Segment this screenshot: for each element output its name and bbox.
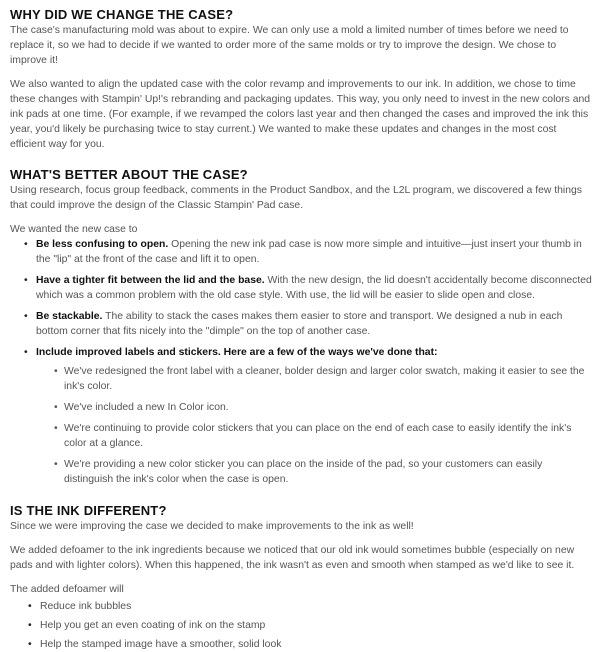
paragraph: We also wanted to align the updated case with the color revamp and improvements to our ink. In addition, we chose to time these changes with Stampin' Up!'s rebranding and packaging updates. This way, you only need to invest in the new colors and ink pads at one time. (For example, if we revamped the colors last year and then changed the cases and improved the ink this year, you'd likely be purchasing twice to stay current.) We wanted to make these updates and changes in the most cost efficient way for you. bbox=[10, 79, 591, 150]
list-item: • Be less confusing to open. Opening the new ink pad case is now more simple and intuitive—just insert your thumb in the "lip" at the front of the case and lift it to open. bbox=[36, 237, 593, 267]
paragraph: Since we were improving the case we decided to make improvements to the ink as well! bbox=[10, 521, 414, 532]
sub-list-item: • We're providing a new color sticker you can place on the inside of the pad, so your customers can easily distinguish the ink's color when the case is open. bbox=[64, 457, 593, 487]
paragraph: We added defoamer to the ink ingredients because we noticed that our old ink would sometimes bubble (especially on new pads and with lighter colors). When this happened, the ink wasn't as even and smooth when stamped as we'd like to see it. bbox=[10, 545, 575, 571]
sub-list-item: • We've included a new In Color icon. bbox=[64, 400, 593, 415]
defoamer-benefits-list bbox=[10, 599, 593, 652]
section-heading-ink: IS THE INK DIFFERENT? bbox=[10, 503, 167, 518]
sub-list-item: • We've redesigned the front label with a cleaner, bolder design and larger color swatch, making it easier to see the ink's color. bbox=[64, 364, 593, 394]
paragraph: The case's manufacturing mold was about to expire. We can only use a mold a limited number of times before we need to replace it, so we had to decide if we wanted to order more of the same molds or try to improve the design. We chose to improve it! bbox=[10, 25, 569, 66]
list-item: • Be stackable. The ability to stack the cases makes them easier to store and transport. We designed a nub in each bottom corner that fits nicely into the "dimple" on the top of another case. bbox=[36, 309, 593, 339]
list-item: • Help the stamped image have a smoother, solid look bbox=[40, 637, 593, 652]
section-heading-whats-better: WHAT'S BETTER ABOUT THE CASE? bbox=[10, 167, 248, 182]
sub-list-item: • We're continuing to provide color stickers that you can place on the end of each case to easily identify the ink's color at a glance. bbox=[64, 421, 593, 451]
list-item: • Have a tighter fit between the lid and the base. With the new design, the lid doesn't accidentally become disconnected which was a common problem with the old case style. With use, the lid will be easier to slide open and close. bbox=[36, 273, 593, 303]
list-intro: We wanted the new case to bbox=[10, 224, 138, 235]
paragraph: Using research, focus group feedback, comments in the Product Sandbox, and the L2L program, we discovered a few things that could improve the design of the Classic Stampin' Pad case. bbox=[10, 185, 582, 211]
list-item: • Help you get an even coating of ink on the stamp bbox=[40, 618, 593, 633]
list-item: • Include improved labels and stickers. Here are a few of the ways we've done that: • We've redesigned the front label with a cleaner, bolder design and larger color swatch, making it easier to see the ink's color. • We've included a new In Color icon. • We're continuing to provide color stickers that you can place on the end of each case to easily identify the ink's color at a glance. • We're providing a new color sticker you can place on the inside of the pad, so your customers can easily distinguish the ink's color when the case is open. bbox=[36, 345, 593, 487]
label-improvements-sublist bbox=[36, 364, 593, 487]
section-heading-why: WHY DID WE CHANGE THE CASE? bbox=[10, 7, 234, 22]
list-intro: The added defoamer will bbox=[10, 584, 124, 595]
list-item: • Reduce ink bubbles bbox=[40, 599, 593, 614]
improvements-list bbox=[10, 237, 593, 487]
